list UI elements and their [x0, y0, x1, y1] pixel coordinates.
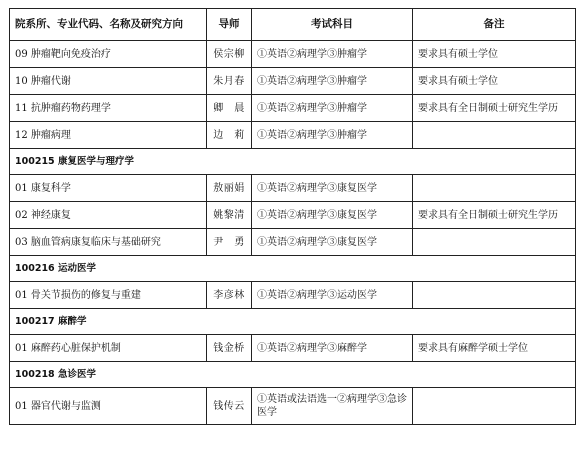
tutor-cell: 钱金桥: [207, 335, 252, 362]
table-row: [10, 95, 576, 122]
note-cell: [413, 282, 576, 309]
table-row: [10, 229, 576, 256]
section-row: [10, 362, 576, 388]
research-direction-cell: 01 器官代谢与监测: [10, 388, 207, 425]
section-title: 100216 运动医学: [10, 256, 576, 282]
tutor-cell: 钱传云: [207, 388, 252, 425]
research-direction-cell: 11 抗肿瘤药物药理学: [10, 95, 207, 122]
exam-subjects-cell: ①英语②病理学③肿瘤学: [252, 95, 413, 122]
header-tutor: 导师: [207, 9, 252, 41]
note-cell: [413, 229, 576, 256]
table-row: [10, 388, 576, 425]
table-row: [10, 175, 576, 202]
research-direction-cell: 10 肿瘤代谢: [10, 68, 207, 95]
research-direction-cell: 01 麻醉药心脏保护机制: [10, 335, 207, 362]
header-subjects: 考试科目: [252, 9, 413, 41]
exam-subjects-cell: ①英语②病理学③肿瘤学: [252, 68, 413, 95]
tutor-cell: 朱月春: [207, 68, 252, 95]
research-direction-cell: 09 肿瘤靶向免疫治疗: [10, 41, 207, 68]
exam-subjects-cell: ①英语②病理学③康复医学: [252, 175, 413, 202]
research-direction-cell: 12 肿瘤病理: [10, 122, 207, 149]
header-note: 备注: [413, 9, 576, 41]
tutor-cell: 尹 勇: [207, 229, 252, 256]
note-cell: 要求具有麻醉学硕士学位: [413, 335, 576, 362]
tutor-cell: 卿 晨: [207, 95, 252, 122]
admissions-table: [9, 8, 576, 425]
note-cell: [413, 122, 576, 149]
section-row: [10, 256, 576, 282]
table-row: [10, 202, 576, 229]
tutor-cell: 边 莉: [207, 122, 252, 149]
section-row: [10, 309, 576, 335]
exam-subjects-cell: ①英语②病理学③运动医学: [252, 282, 413, 309]
header-row: [10, 9, 576, 41]
tutor-cell: 姚黎清: [207, 202, 252, 229]
research-direction-cell: 03 脑血管病康复临床与基础研究: [10, 229, 207, 256]
header-direction: 院系所、专业代码、名称及研究方向: [10, 9, 207, 41]
research-direction-cell: 02 神经康复: [10, 202, 207, 229]
table-row: [10, 41, 576, 68]
exam-subjects-cell: ①英语②病理学③麻醉学: [252, 335, 413, 362]
table-row: [10, 282, 576, 309]
tutor-cell: 李彦林: [207, 282, 252, 309]
section-title: 100215 康复医学与理疗学: [10, 149, 576, 175]
note-cell: 要求具有全日制硕士研究生学历: [413, 202, 576, 229]
exam-subjects-cell: ①英语②病理学③康复医学: [252, 229, 413, 256]
exam-subjects-cell: ①英语或法语选一②病理学③急诊医学: [252, 388, 413, 425]
note-cell: [413, 175, 576, 202]
note-cell: [413, 388, 576, 425]
table-row: [10, 335, 576, 362]
research-direction-cell: 01 康复科学: [10, 175, 207, 202]
tutor-cell: 侯宗柳: [207, 41, 252, 68]
section-title: 100218 急诊医学: [10, 362, 576, 388]
research-direction-cell: 01 骨关节损伤的修复与重建: [10, 282, 207, 309]
note-cell: 要求具有全日制硕士研究生学历: [413, 95, 576, 122]
exam-subjects-cell: ①英语②病理学③康复医学: [252, 202, 413, 229]
note-cell: 要求具有硕士学位: [413, 41, 576, 68]
table-row: [10, 122, 576, 149]
note-cell: 要求具有硕士学位: [413, 68, 576, 95]
table-row: [10, 68, 576, 95]
table-body: [10, 41, 576, 425]
exam-subjects-cell: ①英语②病理学③肿瘤学: [252, 41, 413, 68]
section-row: [10, 149, 576, 175]
tutor-cell: 敖丽娟: [207, 175, 252, 202]
exam-subjects-cell: ①英语②病理学③肿瘤学: [252, 122, 413, 149]
section-title: 100217 麻醉学: [10, 309, 576, 335]
